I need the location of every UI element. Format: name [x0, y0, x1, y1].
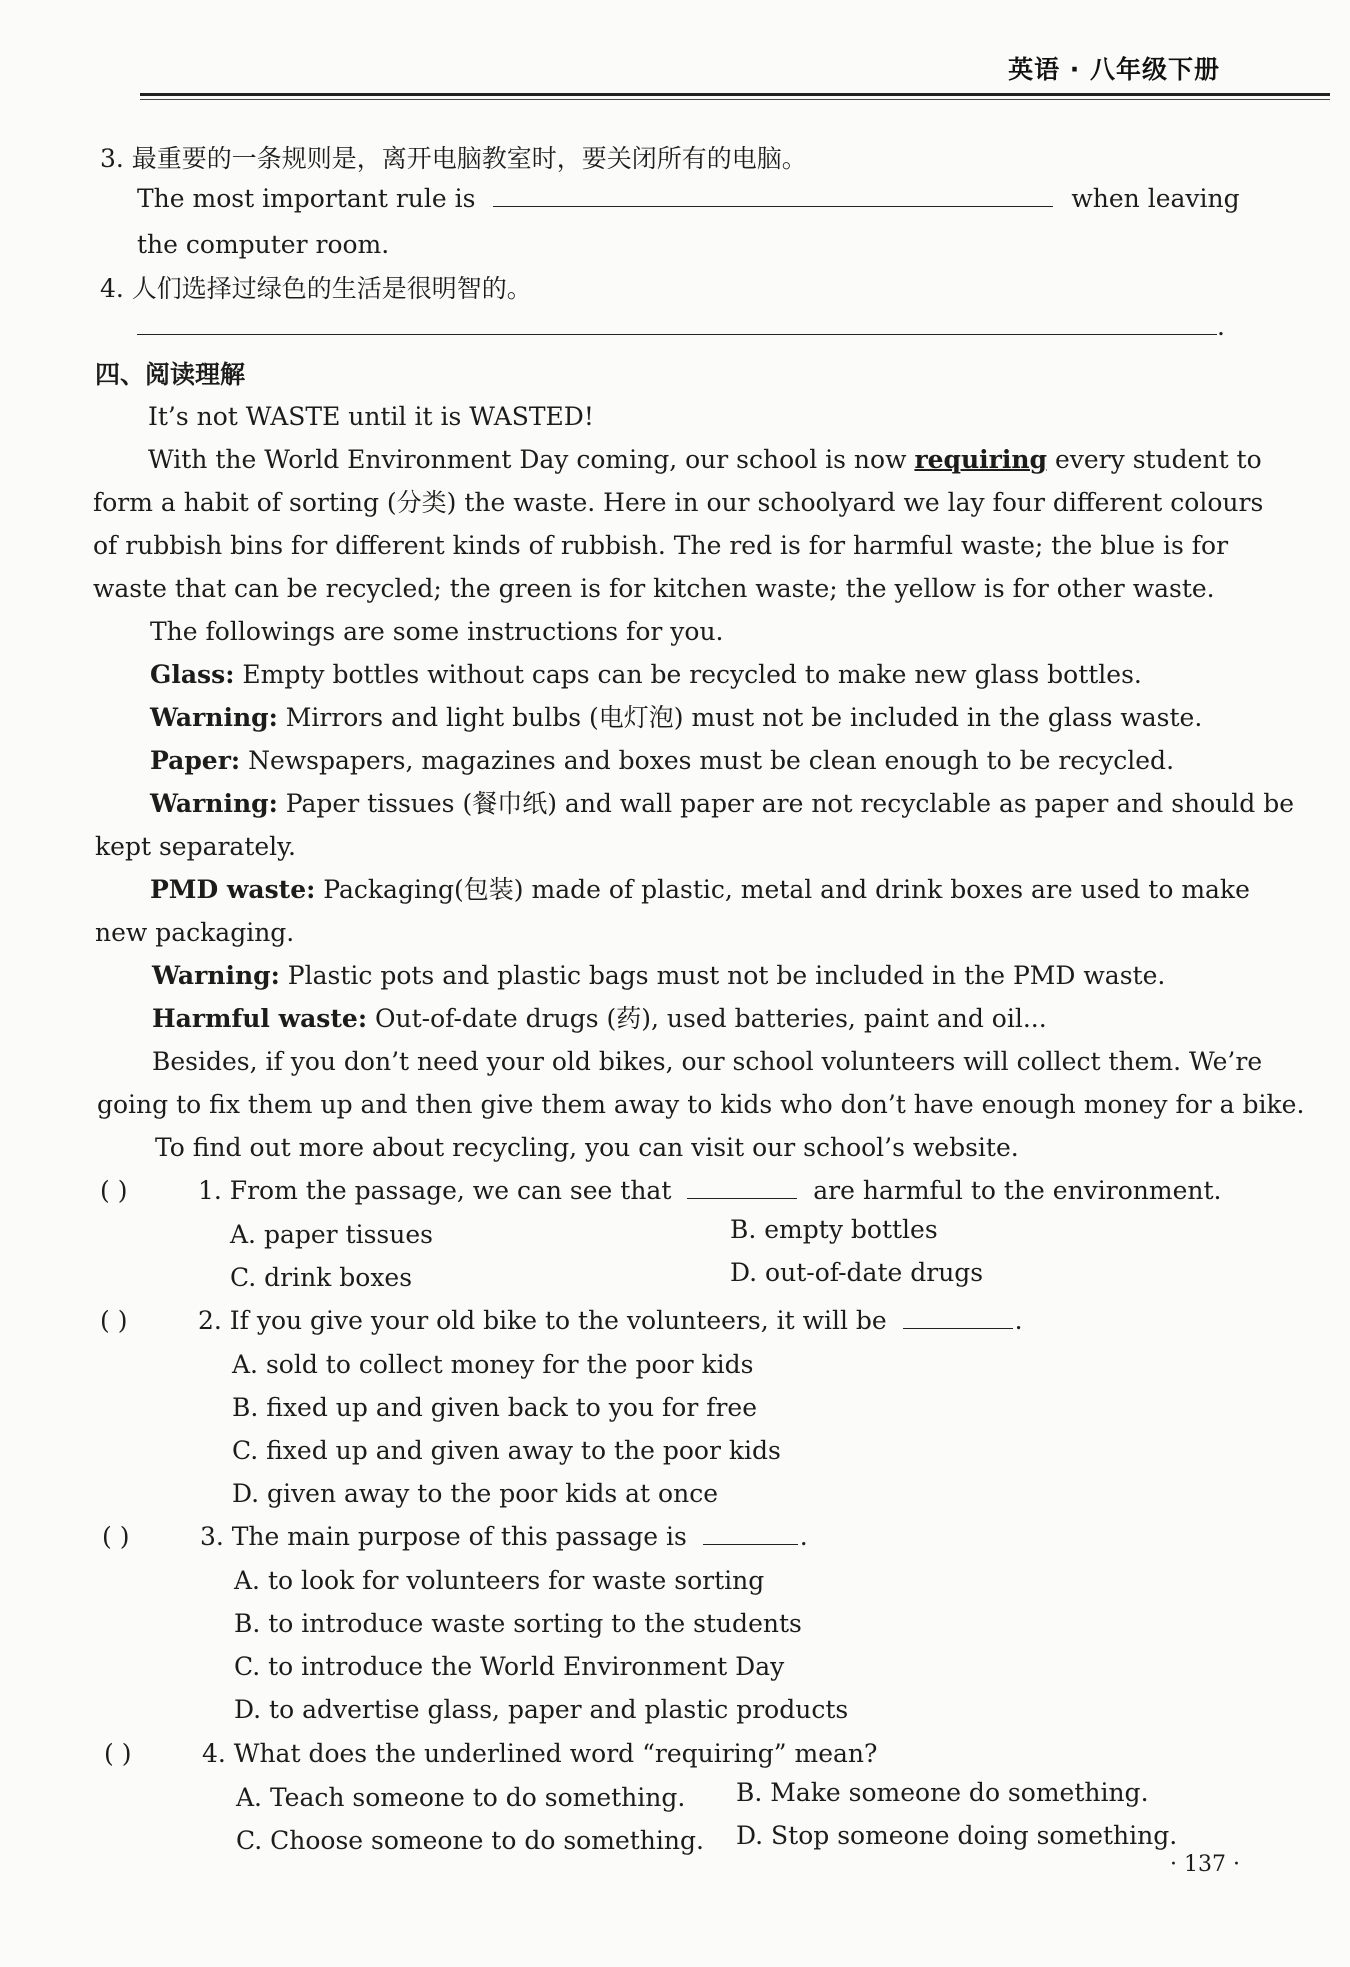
- question-stem: 1. From the passage, we can see that: [197, 1176, 672, 1205]
- option-c[interactable]: C. Choose someone to do something.: [236, 1826, 704, 1855]
- translation-q4-chinese: 4. 人们选择过绿色的生活是很明智的。: [100, 274, 532, 303]
- passage-line: Besides, if you don’t need your old bikes, our school volunteers will collect them. We’re: [152, 1047, 1263, 1076]
- instruction-text: Newspapers, magazines and boxes must be clean enough to be recycled.: [240, 746, 1175, 775]
- translation-q3-english-cont: the computer room.: [137, 230, 390, 259]
- option-a[interactable]: A. Teach someone to do something.: [236, 1783, 686, 1812]
- instruction-warning: [150, 701, 1350, 735]
- instruction-warning: [150, 787, 1350, 821]
- option-d[interactable]: D. given away to the poor kids at once: [232, 1479, 718, 1508]
- q3-english-start: The most important rule is: [137, 184, 476, 213]
- question-stem: 2. If you give your old bike to the volunteers, it will be: [197, 1306, 887, 1335]
- instruction-text: Empty bottles without caps can be recycled to make new glass bottles.: [234, 660, 1142, 689]
- option-a[interactable]: A. to look for volunteers for waste sorting: [234, 1566, 765, 1595]
- question-4: [104, 1737, 1350, 1771]
- instruction-label: PMD waste:: [150, 875, 316, 904]
- option-c[interactable]: C. fixed up and given away to the poor kids: [232, 1436, 781, 1465]
- instruction-pmd: [150, 873, 1350, 907]
- instruction-text: Mirrors and light bulbs (电灯泡) must not be included in the glass waste.: [277, 703, 1203, 732]
- answer-bracket[interactable]: ( ): [104, 1739, 132, 1768]
- passage-line: of rubbish bins for different kinds of rubbish. The red is for harmful waste; the blue is for: [93, 531, 1229, 560]
- question-stem: .: [799, 1522, 808, 1551]
- instruction-label: Warning:: [152, 961, 280, 990]
- passage-line: [148, 443, 1350, 477]
- passage-line: going to fix them up and then give them away to kids who don’t have enough money for a bike.: [97, 1090, 1305, 1119]
- option-d[interactable]: D. out-of-date drugs: [730, 1258, 984, 1287]
- option-b[interactable]: B. Make someone do something.: [736, 1778, 1149, 1807]
- translation-q3-english: [137, 182, 1350, 216]
- instruction-label: Glass:: [150, 660, 235, 689]
- instruction-warning: [152, 959, 1350, 993]
- page-number: · 137 ·: [1170, 1852, 1240, 1877]
- passage-line: To find out more about recycling, you can visit our school’s website.: [155, 1133, 1019, 1162]
- option-c[interactable]: C. to introduce the World Environment Day: [234, 1652, 785, 1681]
- option-d[interactable]: D. to advertise glass, paper and plastic products: [234, 1695, 849, 1724]
- answer-bracket[interactable]: ( ): [102, 1522, 130, 1551]
- instruction-text: Paper tissues (餐巾纸) and wall paper are not recyclable as paper and should be: [277, 789, 1295, 818]
- q3-english-end: when leaving: [1071, 184, 1240, 213]
- option-b[interactable]: B. fixed up and given back to you for free: [232, 1393, 758, 1422]
- question-stem: .: [1014, 1306, 1023, 1335]
- instruction-glass: [150, 658, 1350, 692]
- instruction-harmful: [152, 1002, 1350, 1036]
- header-rule-thin: [140, 99, 1330, 100]
- passage-text: With the World Environment Day coming, our school is now: [148, 445, 907, 474]
- instruction-label: Warning:: [150, 703, 278, 732]
- answer-blank[interactable]: [137, 312, 1217, 335]
- option-b[interactable]: B. to introduce waste sorting to the students: [234, 1609, 802, 1638]
- passage-line: waste that can be recycled; the green is for kitchen waste; the yellow is for other waste.: [93, 574, 1215, 603]
- passage-line: The followings are some instructions for you.: [150, 617, 724, 646]
- option-b[interactable]: B. empty bottles: [730, 1215, 938, 1244]
- instruction-label: Harmful waste:: [152, 1004, 368, 1033]
- book-title: 英语 · 八年级下册: [1008, 55, 1220, 84]
- option-d[interactable]: D. Stop someone doing something.: [736, 1821, 1178, 1850]
- passage-text: every student to: [1054, 445, 1262, 474]
- instruction-continued: new packaging.: [95, 918, 295, 947]
- instruction-label: Paper:: [150, 746, 241, 775]
- option-c[interactable]: C. drink boxes: [230, 1263, 413, 1292]
- answer-bracket[interactable]: ( ): [100, 1306, 128, 1335]
- q4-period: .: [1217, 312, 1225, 341]
- question-1: [100, 1174, 1350, 1208]
- answer-blank[interactable]: [493, 184, 1053, 207]
- answer-blank: [687, 1176, 797, 1199]
- instruction-paper: [150, 744, 1350, 778]
- instruction-text: Out-of-date drugs (药), used batteries, paint and oil...: [367, 1004, 1047, 1033]
- instruction-text: Plastic pots and plastic bags must not be included in the PMD waste.: [279, 961, 1166, 990]
- answer-blank: [903, 1306, 1013, 1329]
- instruction-continued: kept separately.: [95, 832, 296, 861]
- question-2: [100, 1304, 1350, 1338]
- question-3: [102, 1520, 1350, 1554]
- translation-q4-answer: [137, 310, 1350, 344]
- question-stem: are harmful to the environment.: [813, 1176, 1222, 1205]
- answer-blank: [703, 1522, 798, 1545]
- underlined-word: requiring: [914, 445, 1047, 474]
- section-title: 四、阅读理解: [95, 360, 246, 389]
- passage-line: form a habit of sorting (分类) the waste. Here in our schoolyard we lay four different colours: [93, 488, 1264, 517]
- instruction-text: Packaging(包装) made of plastic, metal and drink boxes are used to make: [315, 875, 1250, 904]
- header-rule: [140, 93, 1330, 96]
- page-header: [0, 40, 1350, 100]
- question-stem: 3. The main purpose of this passage is: [199, 1522, 687, 1551]
- answer-bracket[interactable]: ( ): [100, 1176, 128, 1205]
- option-a[interactable]: A. paper tissues: [230, 1220, 433, 1249]
- question-stem: 4. What does the underlined word “requiring” mean?: [201, 1739, 878, 1768]
- translation-q3-chinese: 3. 最重要的一条规则是，离开电脑教室时，要关闭所有的电脑。: [100, 144, 807, 173]
- instruction-label: Warning:: [150, 789, 278, 818]
- passage-title: It’s not WASTE until it is WASTED!: [148, 402, 594, 431]
- option-a[interactable]: A. sold to collect money for the poor kids: [232, 1350, 754, 1379]
